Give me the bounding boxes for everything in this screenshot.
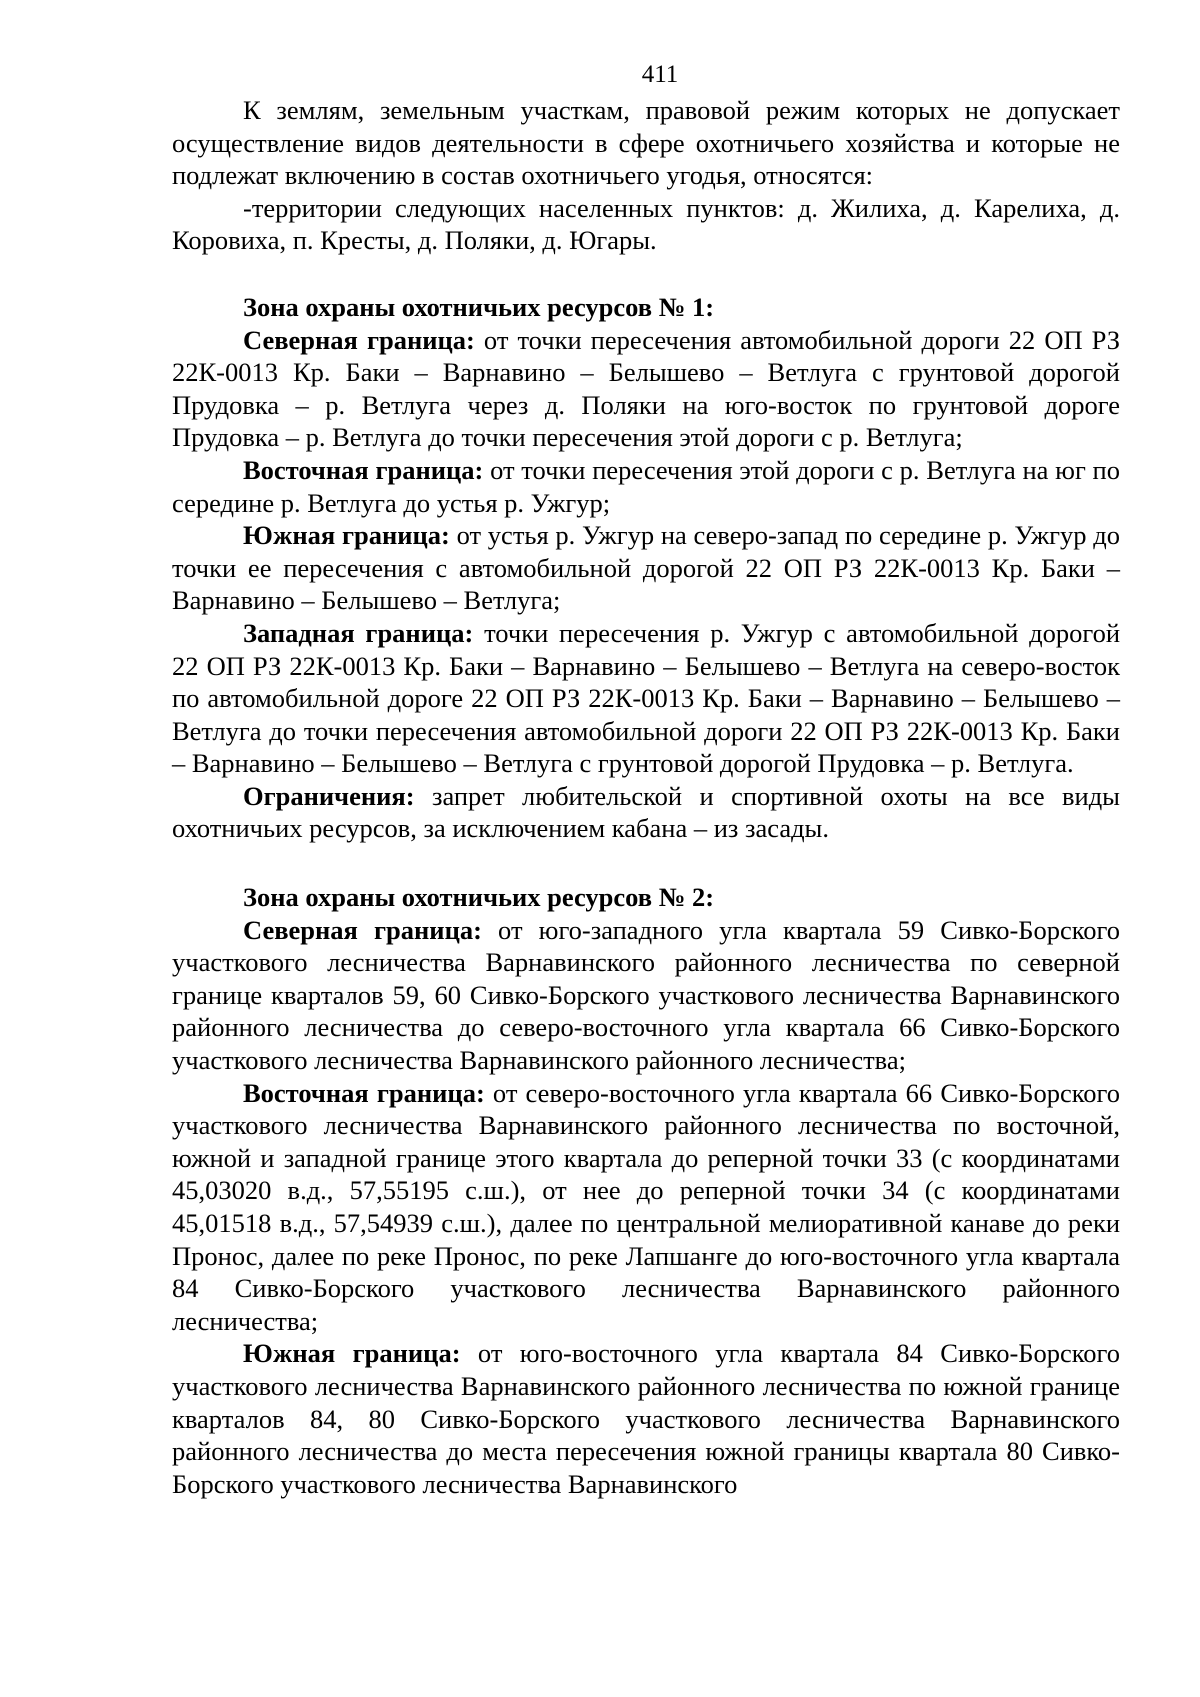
document-page [172,60,1120,1500]
zone2-east-text: от северо-восточного угла квартала 66 Сивко-Борского участкового лесничества Варнавинского районного лесничества по восточной, южной и западной границе этого квартала до реперной точки 33 (с координатами 45,03020 в.д., 57,55195 с.ш.), от нее до реперной точки 34 (с координатами 45,01518 в.д., 57,54939 с.ш.), далее по центральной мелиоративной канаве до реки Пронос, далее по реке Пронос, по реке Лапшанге до юго-восточного угла квартала 84 Сивко-Борского участкового лесничества Варнавинского районного лесничества; [172,1077,1121,1336]
zone1-restrictions-label: Ограничения: [243,780,415,811]
zone1-south-text: от устья р. Ужгур на северо-запад по середине р. Ужгур до точки ее пересечения с автомобильной дорогой 22 ОП РЗ 22К-0013 Кр. Баки – Варнавино – Белышево – Ветлуга; [172,520,1120,616]
zone2-title: Зона охраны охотничьих ресурсов № 2: [243,882,715,913]
zone2-south-paragraph [172,1337,1120,1500]
zone2-north-paragraph [172,914,1120,1077]
zone1-north-paragraph [172,324,1120,454]
zone1-east-label: Восточная граница: [243,454,484,485]
intro-paragraph-2: -территории следующих населенных пунктов: д. Жилиха, д. Карелиха, д. Коровиха, п. Кресты, д. Поляки, д. Югары. [172,192,1120,256]
zone1-south-label: Южная граница: [243,520,450,551]
zone2-east-paragraph [172,1077,1120,1338]
zone1-north-text: от точки пересечения автомобильной дороги 22 ОП РЗ 22К-0013 Кр. Баки – Варнавино – Белышево – Ветлуга с грунтовой дорогой Прудовка – р. Ветлуга через д. Поляки на юго-восток по грунтовой дороге Прудовка – р. Ветлуга до точки пересечения этой дороги с р. Ветлуга; [172,324,1121,453]
zone1-title: Зона охраны охотничьих ресурсов № 1: [243,291,715,322]
zone2-south-label: Южная граница: [243,1338,461,1369]
zone1-east-text: от точки пересечения этой дороги с р. Ветлуга на юг по середине р. Ветлуга до устья р. Ужгур; [172,454,1120,518]
zone1-west-label: Западная граница: [243,617,474,648]
intro-paragraph-1: К землям, земельным участкам, правовой режим которых не допускает осуществление видов деятельности в сфере охотничьего хозяйства и которые не подлежат включению в состав охотничьего угодья, относятся: [172,95,1120,191]
zone1-south-paragraph [172,519,1120,617]
zone2-north-text: от юго-западного угла квартала 59 Сивко-Борского участкового лесничества Варнавинского районного лесничества по северной границе кварталов 59, 60 Сивко-Борского участкового лесничества Варнавинского районного лесничества до северо-восточного угла квартала 66 Сивко-Борского участкового лесничества Варнавинского районного лесничества; [172,914,1120,1076]
spacer [172,845,1120,881]
zone2-south-text: от юго-восточного угла квартала 84 Сивко-Борского участкового лесничества Варнавинского районного лесничества по южной границе кварталов 84, 80 Сивко-Борского участкового лесничества Варнавинского районного лесничества до места пересечения южной границы квартала 80 Сивко-Борского участкового лесничества Варнавинского [172,1338,1120,1499]
page-number: 411 [641,61,679,88]
spacer [172,257,1120,291]
zone1-west-paragraph [172,617,1120,780]
zone1-east-paragraph [172,454,1120,519]
zone2-east-label: Восточная граница: [243,1077,485,1108]
zone2-north-label: Северная граница: [243,914,482,945]
zone1-restrictions-text: запрет любительской и спортивной охоты на все виды охотничьих ресурсов, за исключением кабана – из засады. [172,780,1120,844]
zone1-restrictions-paragraph [172,780,1120,845]
zone1-north-label: Северная граница: [243,324,475,355]
zone1-west-text: точки пересечения р. Ужгур с автомобильной дорогой 22 ОП РЗ 22К-0013 Кр. Баки – Варнавино – Белышево – Ветлуга на северо-восток по автомобильной дороге 22 ОП РЗ 22К-0013 Кр. Баки – Варнавино – Белышево – Ветлуга до точки пересечения автомобильной дороги 22 ОП РЗ 22К-0013 Кр. Баки – Варнавино – Белышево – Ветлуга с грунтовой дорогой Прудовка – р. Ветлуга. [172,617,1120,779]
